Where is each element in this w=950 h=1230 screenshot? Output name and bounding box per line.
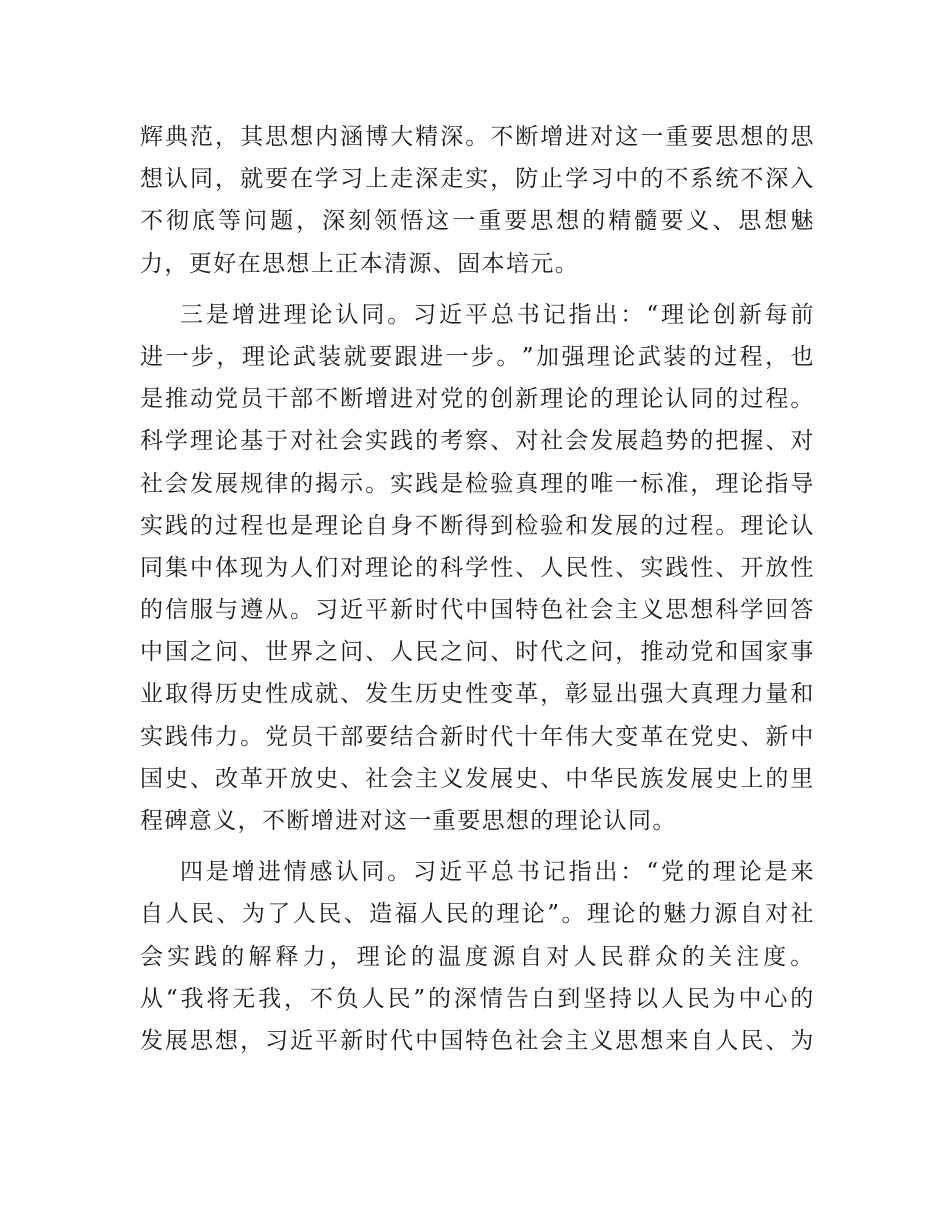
text-line: 不 彻 底 等 问 题 ， 深 刻 领 悟 这 一 重 要 思 想 的 精 髓 要 义 、 思 想 魅 [140,208,815,235]
text-line: 进 一 步 ， 理 论 武 装 就 要 跟 进 一 步 。 ” 加 强 理 论 武 装 的 过 程 ， 也 [140,343,815,370]
text-line: 三 是 增 进 理 论 认 同 。 习 近 平 总 书 记 指 出 ： “ 理 论 创 新 每 前 [180,301,815,328]
document-body [140,116,815,1071]
text-line: 想 认 同 ， 就 要 在 学 习 上 走 深 走 实 ， 防 止 学 习 中 的 不 系 统 不 深 入 [140,166,815,193]
paragraph [140,116,815,285]
text-line: 业 取 得 历 史 性 成 就 、 发 生 历 史 性 变 革 ， 彰 显 出 强 大 真 理 力 量 和 [140,681,815,708]
text-line: 实 践 的 过 程 也 是 理 论 自 身 不 断 得 到 检 验 和 发 展 的 过 程 。 理 论 认 [140,512,815,539]
text-line: 是 推 动 党 员 干 部 不 断 增 进 对 党 的 创 新 理 论 的 理 论 认 同 的 过 程 。 [140,386,815,413]
text-line: 发 展 思 想 ， 习 近 平 新 时 代 中 国 特 色 社 会 主 义 思 想 来 自 人 民 、 为 [140,1027,815,1054]
text-line: 从 “ 我 将 无 我 ， 不 负 人 民 ” 的 深 情 告 白 到 坚 持 以 人 民 为 中 心 的 [140,985,815,1012]
text-line: 力，更好在思想上正本清源、固本培元。 [140,250,580,277]
paragraph [140,294,815,842]
text-line: 中 国 之 问 、 世 界 之 问 、 人 民 之 问 、 时 代 之 问 ， 推 动 党 和 国 家 事 [140,639,815,666]
text-line: 程碑意义，不断增进对这一重要思想的理论认同。 [140,808,677,834]
text-line: 四 是 增 进 情 感 认 同 。 习 近 平 总 书 记 指 出 ： “ 党 的 理 论 是 来 [180,859,815,886]
text-line: 会 实 践 的 解 释 力 ， 理 论 的 温 度 源 自 对 人 民 群 众 的 关 注 度 。 [140,943,815,970]
text-line: 实 践 伟 力 。 党 员 干 部 要 结 合 新 时 代 十 年 伟 大 变 革 在 党 史 、 新 中 [140,723,815,750]
text-line: 同 集 中 体 现 为 人 们 对 理 论 的 科 学 性 、 人 民 性 、 实 践 性 、 开 放 性 [140,554,815,581]
paragraph [140,851,815,1062]
text-line: 辉 典 范 ， 其 思 想 内 涵 博 大 精 深 。 不 断 增 进 对 这 一 重 要 思 想 的 思 [140,124,815,150]
text-line: 国 史 、 改 革 开 放 史 、 社 会 主 义 发 展 史 、 中 华 民 族 发 展 史 上 的 里 [140,765,815,792]
text-line: 科 学 理 论 基 于 对 社 会 实 践 的 考 察 、 对 社 会 发 展 趋 势 的 把 握 、 对 [140,428,815,455]
text-line: 自 人 民 、 为 了 人 民 、 造 福 人 民 的 理 论 ” 。 理 论 的 魅 力 源 自 对 社 [140,901,815,928]
text-line: 的 信 服 与 遵 从 。 习 近 平 新 时 代 中 国 特 色 社 会 主 义 思 想 科 学 回 答 [140,597,815,624]
text-line: 社 会 发 展 规 律 的 揭 示 。 实 践 是 检 验 真 理 的 唯 一 标 准 ， 理 论 指 导 [140,470,815,497]
